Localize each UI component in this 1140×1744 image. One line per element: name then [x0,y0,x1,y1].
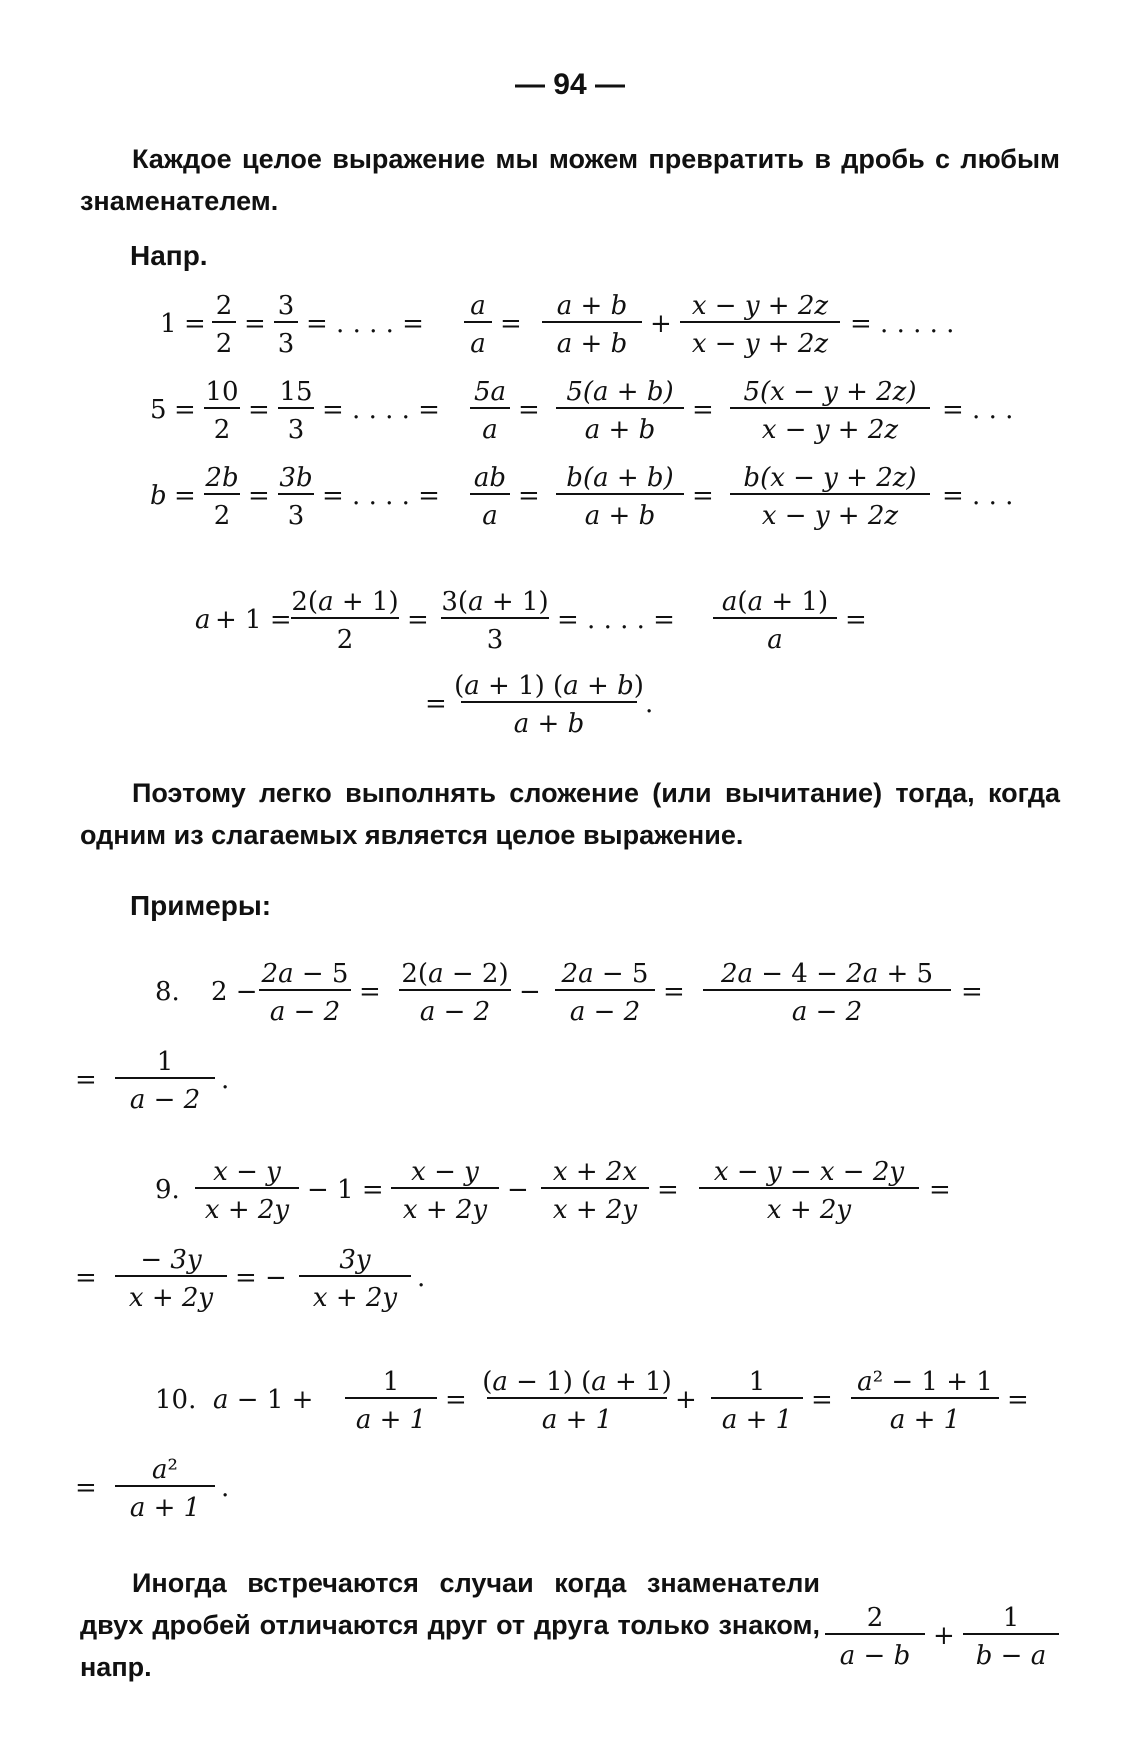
svg-text:3(a + 1): 3(a + 1) [441,587,549,617]
svg-text:a: a [470,291,486,321]
svg-text:a + b: a + b [584,415,656,445]
svg-text:=: = [692,481,714,511]
svg-text:x + 2y: x + 2y [402,1195,488,1225]
svg-text:2a − 5: 2a − 5 [561,959,649,989]
svg-text:=: = [518,481,540,511]
svg-text:1: 1 [156,1047,174,1077]
svg-text:a + 1: a + 1 [541,1405,613,1435]
svg-text:a²: a² [152,1455,178,1485]
math-row-1-svg [160,284,1080,364]
svg-text:3: 3 [277,291,295,321]
svg-text:=: = [845,605,867,635]
svg-text:=: = [929,1175,951,1205]
svg-text:−: − [519,977,541,1007]
svg-text:+: + [933,1621,955,1651]
example-9-line2 [75,1238,475,1318]
svg-text:x − y + 2z: x − y + 2z [691,291,829,321]
svg-text:x − y + 2z: x − y + 2z [761,501,899,531]
svg-text:a(a + 1): a(a + 1) [721,587,829,617]
svg-text:a: a [470,329,486,359]
svg-text:=: = [445,1385,467,1415]
example-10-line2 [75,1448,275,1528]
svg-text:+ 1 =: + 1 = [215,605,292,635]
math-row-4-svg [195,580,995,660]
svg-text:3b: 3b [279,463,313,493]
svg-text:5a: 5a [473,377,507,407]
svg-text:1: 1 [382,1367,400,1397]
svg-text:ab: ab [473,463,507,493]
svg-text:− 3y: − 3y [140,1245,202,1275]
svg-text:=: = [174,481,196,511]
svg-text:a − 2: a − 2 [269,997,341,1027]
svg-text:.: . [645,689,654,719]
svg-text:x − y + 2z: x − y + 2z [761,415,899,445]
svg-text:2b: 2b [205,463,239,493]
svg-text:=: = [407,605,429,635]
svg-text:x + 2y: x + 2y [204,1195,290,1225]
example-8-number: 8. [155,977,180,1007]
svg-text:b(a + b): b(a + b) [566,463,674,493]
svg-text:x + 2x: x + 2x [552,1157,638,1187]
svg-text:a − 2: a − 2 [419,997,491,1027]
svg-text:2(a + 1): 2(a + 1) [291,587,399,617]
svg-text:a − 1 +: a − 1 + [213,1385,314,1415]
example-9-line1 [155,1150,1055,1230]
svg-text:= . . . . .: = . . . . . [850,309,955,339]
svg-text:x − y: x − y [411,1157,479,1187]
svg-text:x + 2y: x + 2y [128,1283,214,1313]
svg-text:2: 2 [336,625,354,655]
svg-text:2: 2 [866,1603,884,1633]
svg-text:a − 2: a − 2 [129,1085,201,1115]
closing-formula-svg [825,1596,1065,1676]
svg-text:= . . .: = . . . [942,481,1014,511]
svg-text:a: a [195,605,211,635]
svg-text:b(x − y + 2z): b(x − y + 2z) [743,463,917,493]
svg-text:+: + [675,1385,697,1415]
svg-text:3y: 3y [339,1245,371,1275]
svg-text:=: = [692,395,714,425]
examples-label: Примеры: [130,890,272,921]
svg-text:=: = [811,1385,833,1415]
svg-text:2a − 5: 2a − 5 [261,959,349,989]
svg-text:x − y: x − y [213,1157,281,1187]
svg-text:− 1 =: − 1 = [307,1175,384,1205]
svg-text:3: 3 [486,625,504,655]
svg-text:=: = [75,1065,97,1095]
svg-text:1: 1 [160,309,177,339]
svg-text:5: 5 [150,395,167,425]
svg-text:−: − [507,1175,529,1205]
svg-text:x + 2y: x + 2y [312,1283,398,1313]
svg-text:(a − 1) (a + 1): (a − 1) (a + 1) [482,1367,672,1397]
svg-text:.: . [417,1263,426,1293]
svg-text:a − 2: a − 2 [569,997,641,1027]
svg-text:=: = [359,977,381,1007]
svg-text:=: = [663,977,685,1007]
svg-text:= . . . . =: = . . . . = [322,395,440,425]
svg-text:a: a [767,625,783,655]
svg-text:a + 1: a + 1 [129,1493,201,1523]
svg-text:=: = [248,395,270,425]
svg-text:a + b: a + b [584,501,656,531]
svg-text:=: = [184,309,206,339]
svg-text:a² − 1 + 1: a² − 1 + 1 [857,1367,993,1397]
svg-text:a + b: a + b [513,709,585,739]
svg-text:a: a [482,501,498,531]
svg-text:2 −: 2 − [211,977,258,1007]
svg-text:a + b: a + b [556,291,628,321]
svg-text:=: = [1007,1385,1029,1415]
svg-text:b: b [150,481,167,511]
svg-text:a + b: a + b [556,329,628,359]
svg-text:a − b: a − b [839,1641,911,1671]
example-label: Напр. [130,240,208,271]
example-10-line1 [155,1360,1075,1440]
svg-text:=: = [425,689,447,719]
intro-paragraph: Каждое целое выражение мы можем превратить в дробь с любым знаменателем. [80,144,1060,216]
example-8-line2 [75,1040,275,1120]
svg-text:.: . [221,1473,230,1503]
svg-text:= −: = − [235,1263,287,1293]
svg-text:x + 2y: x + 2y [766,1195,852,1225]
svg-text:5(a + b): 5(a + b) [566,377,674,407]
svg-text:2: 2 [215,329,233,359]
svg-text:a + 1: a + 1 [721,1405,793,1435]
svg-text:=: = [174,395,196,425]
svg-text:2: 2 [213,501,231,531]
svg-text:= . . . . =: = . . . . = [306,309,424,339]
svg-text:=: = [75,1473,97,1503]
example-8-line1 [155,952,1075,1032]
math-row-3-svg [150,456,1080,536]
svg-text:3: 3 [277,329,295,359]
middle-paragraph: Поэтому легко выполнять сложение (или вычитание) тогда, когда одним из слагаемых является целое выражение. [80,778,1060,850]
math-row-2-svg [150,370,1080,450]
svg-text:x − y + 2z: x − y + 2z [691,329,829,359]
example-10-number: 10. [155,1385,197,1415]
svg-text:5(x − y + 2z): 5(x − y + 2z) [743,377,917,407]
example-9-number: 9. [155,1175,180,1205]
svg-text:a: a [482,415,498,445]
svg-text:.: . [221,1065,230,1095]
svg-text:=: = [657,1175,679,1205]
svg-text:=: = [518,395,540,425]
svg-text:=: = [961,977,983,1007]
page-number: — 94 — [514,68,626,101]
svg-text:1: 1 [748,1367,766,1397]
svg-text:=: = [244,309,266,339]
svg-text:x − y − x − 2y: x − y − x − 2y [713,1157,905,1187]
svg-text:3: 3 [287,501,305,531]
svg-text:= . . . . =: = . . . . = [557,605,675,635]
svg-text:15: 15 [279,377,313,407]
svg-text:=: = [248,481,270,511]
svg-text:= . . .: = . . . [942,395,1014,425]
svg-text:=: = [75,1263,97,1293]
svg-text:10: 10 [205,377,239,407]
svg-text:2: 2 [213,415,231,445]
math-row-5-svg [425,664,725,744]
svg-text:b − a: b − a [975,1641,1047,1671]
svg-text:=: = [500,309,522,339]
svg-text:2: 2 [215,291,233,321]
svg-text:a + 1: a + 1 [355,1405,427,1435]
svg-text:2a − 4 − 2a + 5: 2a − 4 − 2a + 5 [720,959,934,989]
svg-text:2(a − 2): 2(a − 2) [401,959,509,989]
svg-text:a + 1: a + 1 [889,1405,961,1435]
svg-text:1: 1 [1002,1603,1020,1633]
svg-text:3: 3 [287,415,305,445]
closing-paragraph: Иногда встречаются случаи когда знаменатели двух дробей отличаются друг от друга только знаком, напр. [80,1568,820,1682]
svg-text:= . . . . =: = . . . . = [322,481,440,511]
svg-text:(a + 1) (a + b): (a + 1) (a + b) [454,671,644,701]
svg-text:a − 2: a − 2 [791,997,863,1027]
svg-text:+: + [650,309,672,339]
svg-text:x + 2y: x + 2y [552,1195,638,1225]
